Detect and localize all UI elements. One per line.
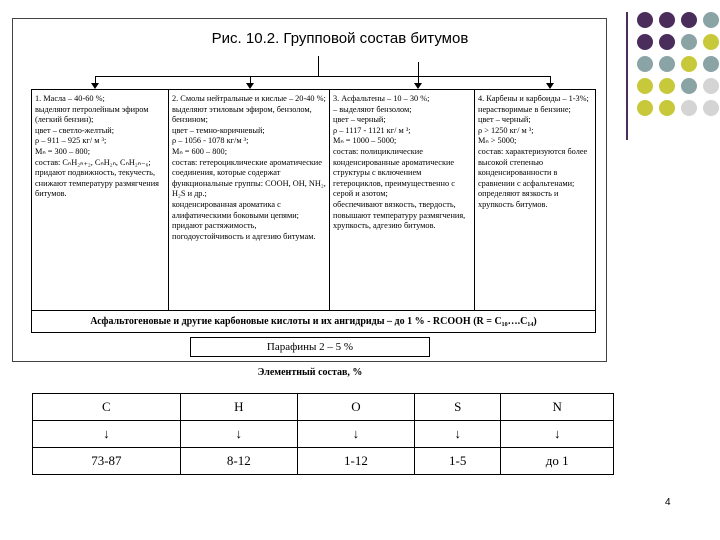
fraction-asphaltenes: 3. Асфальтены – 10 – 30 %; – выделяют бензолом; цвет – черный; ρ – 1117 - 1121 кг/ м ³; Mₙ = 1000 – 5000; состав: полициклические конденсированные ароматические структуры с включением гетероциклов, преимущественно с серой и азотом; обеспечивают вязкость, твердость, повышают температуру размягчения, хрупкость, адгезию битумов. <box>330 90 475 310</box>
dot <box>659 56 675 72</box>
element-cell: C <box>33 394 181 421</box>
down-arrow-icon: ↓ <box>501 421 614 448</box>
dot <box>703 56 719 72</box>
page-number: 4 <box>665 497 671 508</box>
element-cell: S <box>414 394 500 421</box>
down-arrow-icon: ↓ <box>180 421 297 448</box>
elemental-table <box>32 393 614 475</box>
dot <box>637 56 653 72</box>
value-cell: 1-5 <box>414 448 500 475</box>
down-arrow-icon: ↓ <box>33 421 181 448</box>
dot <box>659 34 675 50</box>
value-row <box>33 448 614 475</box>
dot <box>703 100 719 116</box>
element-cell: O <box>297 394 414 421</box>
dot <box>637 12 653 28</box>
dot <box>659 100 675 116</box>
acids-line: Асфальтогеновые и другие карбоновые кислоты и их ангидриды – до 1 % - RCOOH (R = C₁₀….C₁₄) <box>31 311 596 333</box>
fraction-resins: 2. Смолы нейтральные и кислые – 20-40 %; выделяют этиловым эфиром, бензолом, бензином; цвет – темно-коричневый; ρ – 1056 - 1078 кг/м ³; Mₙ = 600 – 800; состав: гетероциклические ароматические соединения, которые содержат функциональные группы: СООН, ОН, NH₂, H₂S и др.; конденсированная ароматика с алифатическими боковыми цепями; придают растяжимость, погодоустойчивость и адгезию битумам. <box>169 90 330 310</box>
dot <box>703 34 719 50</box>
value-cell: 73-87 <box>33 448 181 475</box>
dot <box>703 12 719 28</box>
value-cell: 1-12 <box>297 448 414 475</box>
connector-vertical <box>318 56 319 76</box>
element-cell: N <box>501 394 614 421</box>
value-cell: 8-12 <box>180 448 297 475</box>
paraffins-box: Парафины 2 – 5 % <box>190 337 430 357</box>
down-arrow-icon: ↓ <box>414 421 500 448</box>
fractions-table <box>31 89 596 311</box>
dot <box>681 56 697 72</box>
connector-horizontal <box>95 76 550 77</box>
accent-vertical-line <box>626 12 628 140</box>
dot <box>681 12 697 28</box>
dot <box>659 12 675 28</box>
dot <box>681 34 697 50</box>
dot <box>637 34 653 50</box>
fraction-oils: 1. Масла – 40-60 %; выделяют петролейным эфиром (легкий бензин); цвет – светло-желтый; ρ – 911 – 925 кг/ м ³; Mₙ = 300 – 800; состав: CₙH₂ₙ₊₂, CₙH₂ₙ, CₙH₂ₙ₋₆; придают подвижность, текучесть, снижают температуру размягчения битумов. <box>32 90 169 310</box>
dot <box>637 78 653 94</box>
element-row <box>33 394 614 421</box>
dot <box>637 100 653 116</box>
figure-title: Рис. 10.2. Групповой состав битумов <box>211 30 469 47</box>
down-arrow-icon: ↓ <box>297 421 414 448</box>
element-cell: H <box>180 394 297 421</box>
fraction-carbenes: 4. Карбены и карбоиды – 1-3%; нерастворимые в бензине; цвет – черный; ρ > 1250 кг/ м ³; Mₙ > 5000; состав: характеризуются более высокой степенью конденсированности в сравнении с асфальтенами; определяют вязкость и хрупкость битумов. <box>478 94 589 209</box>
dot <box>681 78 697 94</box>
dot <box>703 78 719 94</box>
arrow-row <box>33 421 614 448</box>
value-cell: до 1 <box>501 448 614 475</box>
elemental-title: Элементный состав, % <box>257 367 363 378</box>
dot <box>659 78 675 94</box>
dot <box>681 100 697 116</box>
connector-drop-3 <box>418 62 419 84</box>
